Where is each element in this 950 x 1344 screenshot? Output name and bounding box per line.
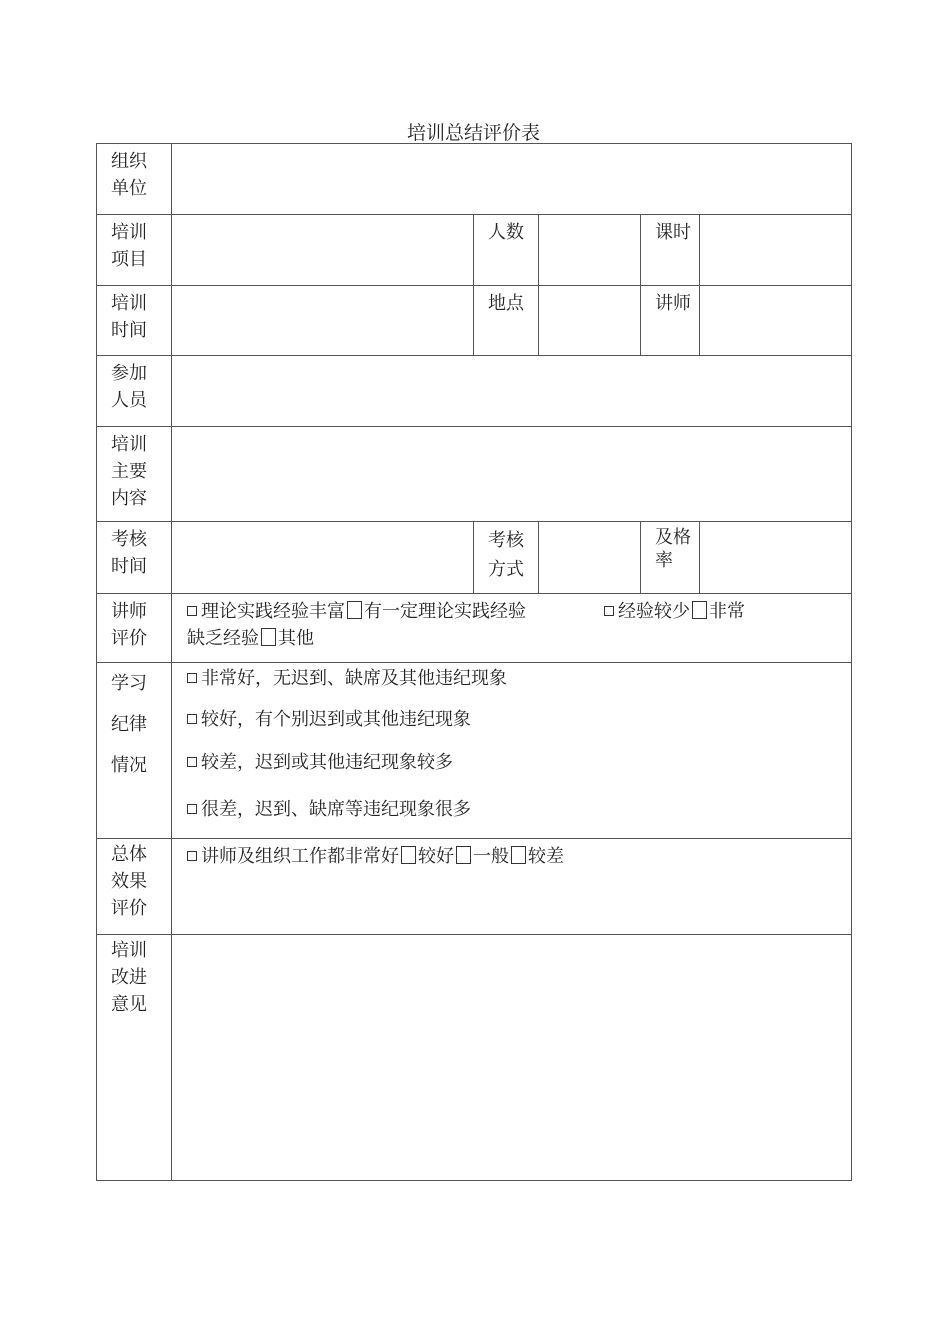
field-location[interactable] (539, 286, 641, 356)
row-main-content (97, 427, 852, 522)
option-overall-average[interactable]: 一般 (473, 846, 509, 867)
label-location: 地点 (474, 286, 539, 356)
row-project (97, 215, 852, 286)
checkbox[interactable] (187, 804, 197, 814)
label-pass-rate: 及格 率 (641, 522, 700, 594)
field-participants[interactable] (172, 356, 852, 427)
lecturer-eval-options: 理论实践经验丰富 有一定理论实践经验 经验较少 非常 缺乏经验 其他 (172, 594, 852, 663)
label-discipline: 学习 纪律 情况 (97, 663, 172, 839)
checkbox[interactable] (187, 851, 197, 861)
checkbox[interactable] (511, 846, 526, 864)
field-main-content[interactable] (172, 427, 852, 522)
row-lecturer-eval (97, 594, 852, 663)
option-overall-good[interactable]: 较好 (418, 846, 454, 867)
checkbox[interactable] (187, 606, 197, 616)
checkbox[interactable] (347, 601, 362, 619)
label-training-time: 培训 时间 (97, 286, 172, 356)
row-training-time (97, 286, 852, 356)
row-overall (97, 839, 852, 935)
option-discipline-excellent[interactable]: 非常好，无迟到、缺席及其他违纪现象 (187, 665, 851, 692)
field-lecturer[interactable] (700, 286, 852, 356)
field-training-time[interactable] (172, 286, 474, 356)
label-exam-time: 考核 时间 (97, 522, 172, 594)
row-organizer (97, 144, 852, 215)
label-improvement: 培训 改进 意见 (97, 935, 172, 1181)
checkbox[interactable] (261, 628, 276, 646)
overall-options (172, 839, 852, 935)
label-main-content: 培训 主要 内容 (97, 427, 172, 522)
checkbox[interactable] (187, 757, 197, 767)
checkbox[interactable] (604, 606, 614, 616)
label-exam-method: 考核 方式 (474, 522, 539, 594)
form-title: 培训总结评价表 (406, 122, 540, 144)
checkbox[interactable] (692, 601, 707, 619)
option-overall-excellent[interactable]: 讲师及组织工作都非常好 (187, 846, 399, 867)
option-rich-experience[interactable]: 理论实践经验丰富 (187, 601, 345, 622)
field-hours[interactable] (700, 215, 852, 286)
checkbox[interactable] (187, 673, 197, 683)
field-exam-time[interactable] (172, 522, 474, 594)
field-improvement[interactable] (172, 935, 852, 1181)
label-headcount: 人数 (474, 215, 539, 286)
label-organizer: 组织 单位 (97, 144, 172, 215)
field-headcount[interactable] (539, 215, 641, 286)
option-some-experience[interactable]: 有一定理论实践经验 (364, 601, 526, 622)
evaluation-table (96, 143, 852, 1181)
field-exam-method[interactable] (539, 522, 641, 594)
row-improvement (97, 935, 852, 1181)
label-lecturer: 讲师 (641, 286, 700, 356)
row-discipline (97, 663, 852, 839)
checkbox[interactable] (187, 714, 197, 724)
option-overall-poor[interactable]: 较差 (528, 846, 564, 867)
label-lecturer-eval: 讲师 评价 (97, 594, 172, 663)
label-participants: 参加 人员 (97, 356, 172, 427)
row-exam (97, 522, 852, 594)
discipline-options (172, 663, 852, 839)
option-discipline-poor[interactable]: 较差，迟到或其他违纪现象较多 (187, 749, 851, 776)
row-participants (97, 356, 852, 427)
option-other[interactable]: 其他 (278, 628, 314, 649)
field-project[interactable] (172, 215, 474, 286)
checkbox[interactable] (456, 846, 471, 864)
checkbox[interactable] (401, 846, 416, 864)
label-hours: 课时 (641, 215, 700, 286)
label-overall: 总体 效果 评价 (97, 839, 172, 935)
label-project: 培训 项目 (97, 215, 172, 286)
option-discipline-good[interactable]: 较好，有个别迟到或其他违纪现象 (187, 706, 851, 733)
field-pass-rate[interactable] (700, 522, 852, 594)
option-little-experience[interactable]: 经验较少 (604, 601, 690, 622)
field-organizer[interactable] (172, 144, 852, 215)
option-discipline-very-poor[interactable]: 很差，迟到、缺席等违纪现象很多 (187, 796, 851, 823)
